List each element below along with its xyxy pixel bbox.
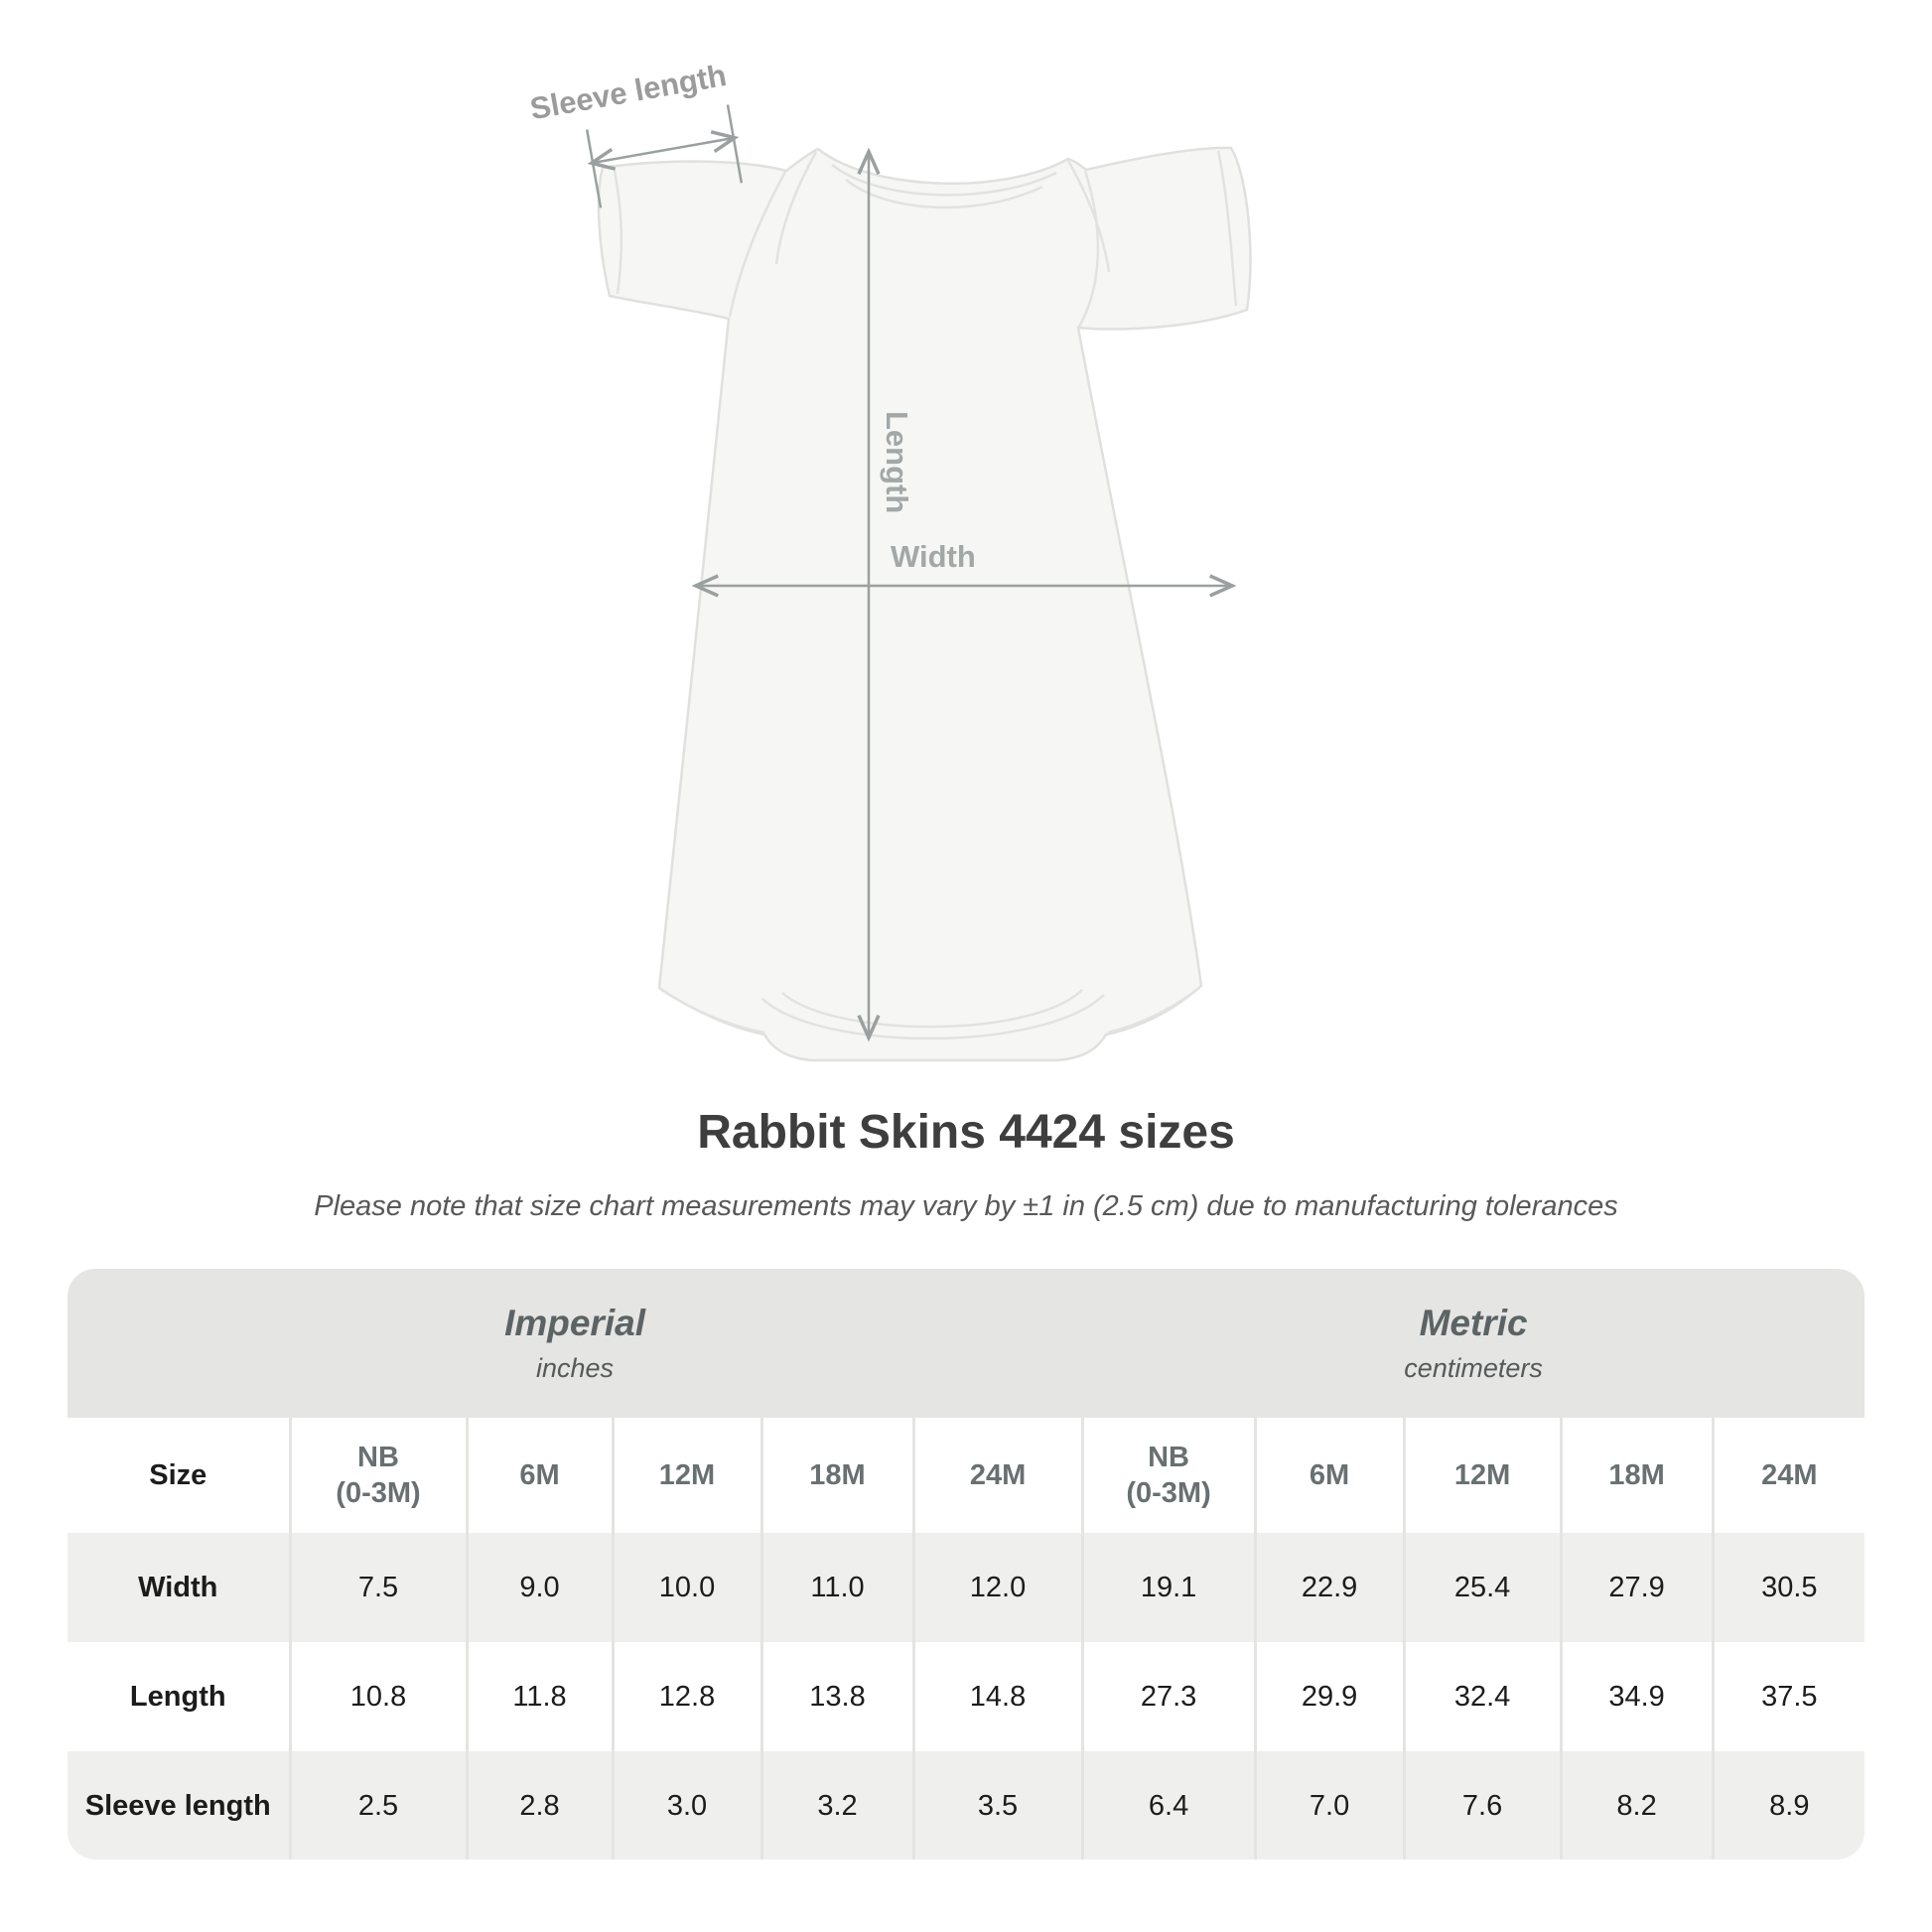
width-value: 22.9 <box>1255 1533 1404 1642</box>
length-value: 14.8 <box>913 1642 1082 1751</box>
width-value: 12.0 <box>913 1533 1082 1642</box>
width-value: 27.9 <box>1561 1533 1713 1642</box>
sleeve-length-value: 7.0 <box>1255 1751 1404 1860</box>
metric-label: Metric <box>1419 1302 1528 1343</box>
length-value: 34.9 <box>1561 1642 1713 1751</box>
length-label: Length <box>880 411 914 514</box>
length-value: 29.9 <box>1255 1642 1404 1751</box>
sleeve-length-label: Sleeve length <box>527 58 730 127</box>
imperial-unit: inches <box>536 1352 615 1383</box>
width-label: Width <box>891 539 976 574</box>
page-title: Rabbit Skins 4424 sizes <box>697 1106 1235 1159</box>
col-header-6m-metric: 6M <box>1255 1418 1404 1533</box>
width-row <box>68 1533 1864 1642</box>
metric-unit: centimeters <box>1404 1352 1543 1383</box>
imperial-band <box>68 1269 1082 1418</box>
sleeve-length-value: 8.2 <box>1561 1751 1713 1860</box>
sleeve-length-value: 2.8 <box>467 1751 613 1860</box>
width-value: 25.4 <box>1404 1533 1561 1642</box>
length-value: 32.4 <box>1404 1642 1561 1751</box>
length-value: 11.8 <box>467 1642 613 1751</box>
length-value: 10.8 <box>290 1642 467 1751</box>
row-label-length: Length <box>68 1642 290 1751</box>
col-header-12m-metric: 12M <box>1404 1418 1561 1533</box>
length-value: 27.3 <box>1082 1642 1255 1751</box>
onesie-illustration <box>599 148 1251 1060</box>
sleeve-arrow-left-tick <box>587 129 601 207</box>
tolerance-note: Please note that size chart measurements may vary by ±1 in (2.5 cm) due to manufacturing tolerances <box>314 1190 1618 1222</box>
sleeve-length-value: 2.5 <box>290 1751 467 1860</box>
metric-band <box>1082 1269 1864 1418</box>
col-header-12m-imperial: 12M <box>613 1418 761 1533</box>
size-table <box>68 1269 1864 1860</box>
col-header-6m-imperial: 6M <box>467 1418 613 1533</box>
imperial-label: Imperial <box>504 1302 645 1343</box>
col-header-nb-imperial: NB (0-3M) <box>290 1418 467 1533</box>
sleeve-length-value: 6.4 <box>1082 1751 1255 1860</box>
sleeve-length-value: 7.6 <box>1404 1751 1561 1860</box>
width-value: 10.0 <box>613 1533 761 1642</box>
length-value: 37.5 <box>1713 1642 1864 1751</box>
col-header-nb-metric: NB (0-3M) <box>1082 1418 1255 1533</box>
width-value: 9.0 <box>467 1533 613 1642</box>
sleeve-length-value: 3.2 <box>761 1751 913 1860</box>
sleeve-length-value: 3.5 <box>913 1751 1082 1860</box>
col-header-24m-imperial: 24M <box>913 1418 1082 1533</box>
width-value: 19.1 <box>1082 1533 1255 1642</box>
col-header-18m-imperial: 18M <box>761 1418 913 1533</box>
size-table-container <box>68 1269 1864 1860</box>
width-value: 11.0 <box>761 1533 913 1642</box>
column-header-row <box>68 1418 1864 1533</box>
sleeve-length-row <box>68 1751 1864 1860</box>
length-row <box>68 1642 1864 1751</box>
sleeve-length-value: 8.9 <box>1713 1751 1864 1860</box>
col-header-18m-metric: 18M <box>1561 1418 1713 1533</box>
sleeve-length-value: 3.0 <box>613 1751 761 1860</box>
col-header-24m-metric: 24M <box>1713 1418 1864 1533</box>
row-label-width: Width <box>68 1533 290 1642</box>
width-value: 7.5 <box>290 1533 467 1642</box>
length-value: 13.8 <box>761 1642 913 1751</box>
unit-band-row <box>68 1269 1864 1418</box>
size-header-cell: Size <box>68 1418 290 1533</box>
width-value: 30.5 <box>1713 1533 1864 1642</box>
row-label-sleeve-length: Sleeve length <box>68 1751 290 1860</box>
length-value: 12.8 <box>613 1642 761 1751</box>
